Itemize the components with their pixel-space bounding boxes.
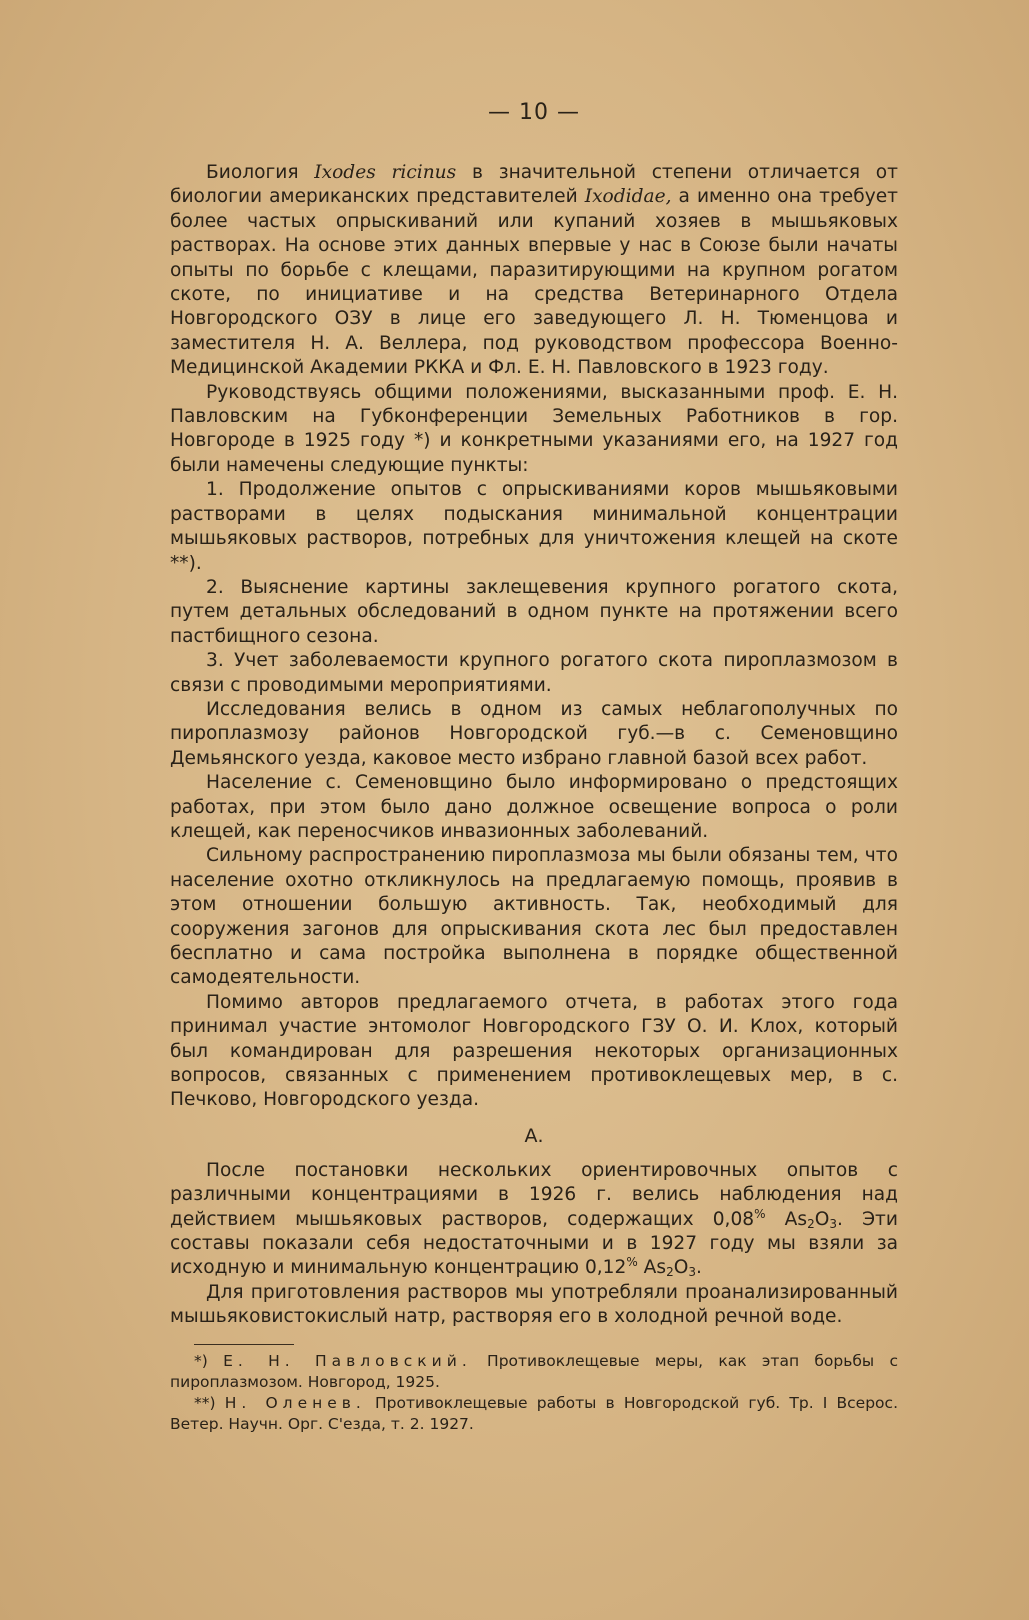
subscript: 2 xyxy=(666,1265,674,1280)
percent-sign: % xyxy=(754,1206,766,1221)
text-run: . xyxy=(696,1257,702,1279)
text-run: После постановки нескольких ориентировочных опытов с различными концентрациями в 1926 г. велись наблюдения над действием мышьяковых растворов, содержащих 0,08 xyxy=(170,1159,898,1230)
footnote-divider xyxy=(194,1344,294,1345)
paragraph-3: Исследования велись в одном из самых неблагополучных по пироплазмозу районов Новгородской губ.—в с. Семеновщино Демьянского уезда, каковое место избрано главной базой всех работ. xyxy=(170,698,898,769)
footnote-text: Противоклещевые меры, как этап борьбы с пироплазмозом. Новгород, 1925. xyxy=(170,1351,898,1391)
paragraph-6: Помимо авторов предлагаемого отчета, в работах этого года принимал участие энтомолог Новгородского ГЗУ О. И. Клох, который был командирован для разрешения некоторых организационных вопросов, связанных с применением противоклещевых мер, в с. Печково, Новгородского уезда. xyxy=(170,991,898,1111)
percent-sign: % xyxy=(626,1255,638,1270)
paragraph-5: Сильному распространению пироплазмоза мы были обязаны тем, что население охотно откликнулось на предлагаемую помощь, проявив в этом отношении большую активность. Так, необходимый для сооружения загонов для опрыскивания скота лес был предоставлен бесплатно и сама постройка выполнена в порядке общественной самодеятельности. xyxy=(170,845,898,989)
paragraph-2: Руководствуясь общими положениями, высказанными проф. Е. Н. Павловским на Губконференции Земельных Работников в гор. Новгороде в 1925 году *) и конкретными указаниями его, на 1927 год были намечены следующие пункты: xyxy=(170,381,898,476)
text-run: в значительной степени отличается от биологии американских представителей xyxy=(170,162,898,208)
section-a-paragraph-1 xyxy=(170,1159,898,1281)
list-item-1: 1. Продолжение опытов с опрыскиваниями коров мышьяковыми растворами в целях подыскания минимальной концентрации мышьяковых растворов, потребных для уничтожения клещей на скоте **). xyxy=(170,479,898,574)
page-number: — 10 — xyxy=(488,100,580,125)
text-run: O xyxy=(814,1208,830,1230)
text-run: Биология xyxy=(206,162,315,183)
footnote-1 xyxy=(170,1351,898,1393)
text-run: O xyxy=(673,1257,689,1279)
text-run: а именно она требует более частых опрыскиваний или купаний хозяев в мышьяковых растворах. На основе этих данных впервые у нас в Союзе были начаты опыты по борьбе с клещами, паразитирующими на крупном рогатом скоте, по инициативе и на средства Ветеринарного Отдела Новгородского ОЗУ в лице его заведующего Л. Н. Тюменцова и заместителя Н. А. Веллера, под руководством профессора Военно-Медицинской Академии РККА и Фл. Е. Н. Павловского в 1923 году. xyxy=(170,186,898,379)
subscript: 3 xyxy=(688,1265,697,1280)
footnote-author: Н. Оленев. xyxy=(224,1393,366,1412)
text-run: . Эти составы показали себя недостаточными и в 1927 году мы взяли за исходную и минимальную концентрацию 0,12 xyxy=(170,1208,898,1279)
paragraph-1 xyxy=(170,161,898,381)
species-name: Ixodes ricinus xyxy=(314,162,457,183)
footnote-text: Противоклещевые работы в Новгородской губ. Тр. I Всерос. Ветер. Научн. Орг. С'езда, т. 2. 1927. xyxy=(170,1393,898,1433)
subscript: 3 xyxy=(829,1216,838,1231)
document-page xyxy=(170,100,898,1435)
family-name: Ixodidae, xyxy=(584,186,672,208)
footnotes xyxy=(170,1351,898,1435)
list-item-3: 3. Учет заболеваемости крупного рогатого скота пироплазмозом в связи с проводимыми мероприятиями. xyxy=(170,650,898,696)
footnote-mark: **) xyxy=(194,1393,225,1412)
section-a-paragraph-2: Для приготовления растворов мы употребляли проанализированный мышьяковистокислый натр, растворяя его в холодной речной воде. xyxy=(170,1281,898,1328)
subscript: 2 xyxy=(807,1216,815,1231)
body-text xyxy=(170,161,898,1330)
footnote-author: Е. Н. Павловский. xyxy=(223,1351,472,1370)
paragraph-4: Население с. Семеновщино было информировано о предстоящих работах, при этом было дано должное освещение вопроса о роли клещей, как переносчиков инвазионных заболеваний. xyxy=(170,772,898,842)
list-item-2: 2. Выяснение картины заклещевения крупного рогатого скота, путем детальных обследований в одном пункте на протяжении всего пастбищного сезона. xyxy=(170,576,898,647)
footnote-mark: *) xyxy=(194,1351,224,1370)
footnote-2 xyxy=(170,1393,898,1435)
text-run: As xyxy=(765,1208,808,1230)
section-heading: А. xyxy=(524,1124,544,1147)
text-run: As xyxy=(637,1257,667,1279)
